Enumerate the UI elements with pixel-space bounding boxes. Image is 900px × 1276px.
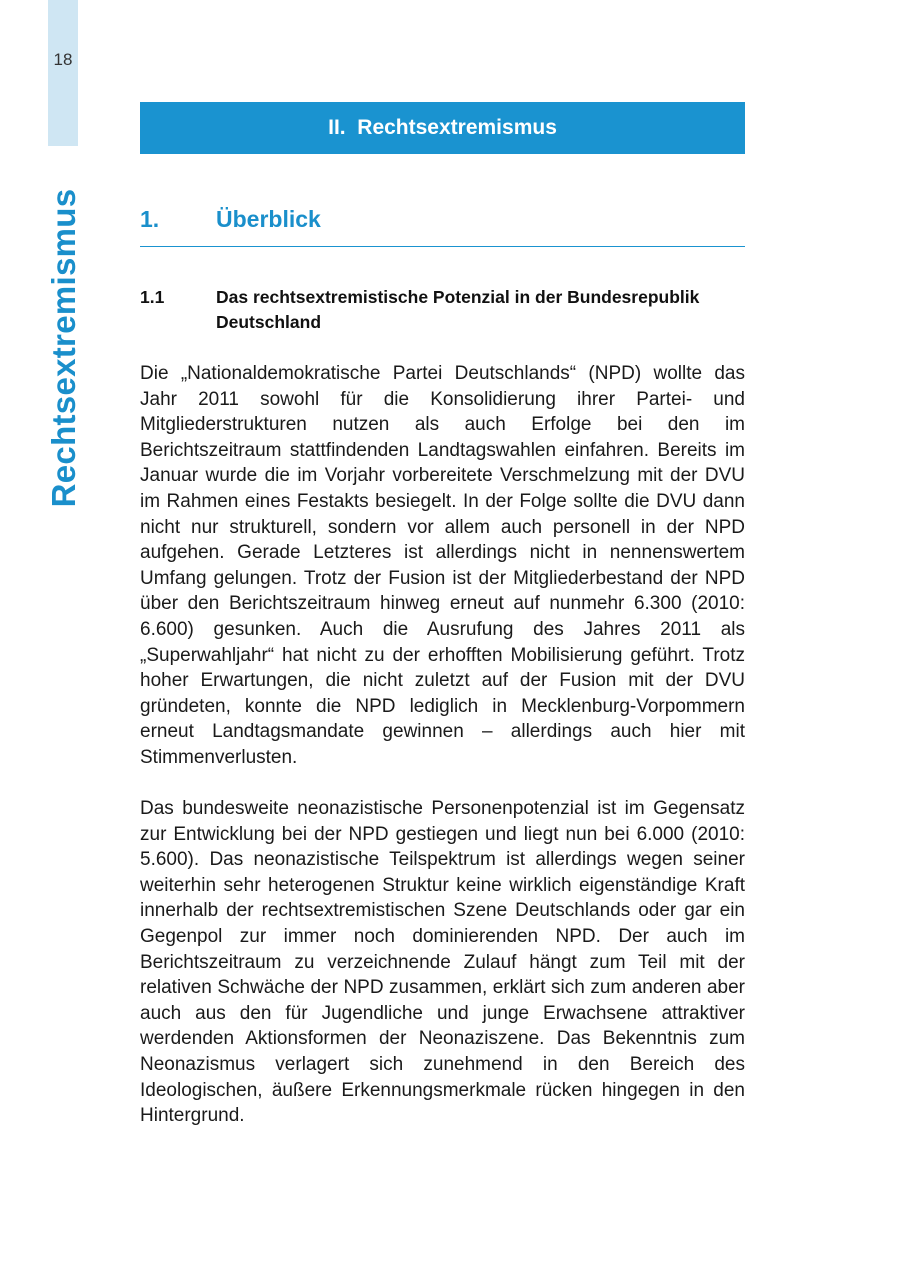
subsection-title: Das rechtsextremistische Potenzial in der Bundesrepublik Deutschland [216, 287, 700, 332]
subsection-heading [140, 285, 745, 335]
body-paragraph: Die „Nationaldemokratische Partei Deutschlands“ (NPD) wollte das Jahr 2011 sowohl für die Konsolidierung ihrer Partei- und Mitgliederstrukturen nutzen als auch Erfolge bei den im Berichtszeitraum stattfindenden Landtagswahlen einfahren. Bereits im Januar wurde die im Vorjahr vorbereitete Verschmelzung mit der DVU im Rahmen eines Festakts besiegelt. In der Folge sollte die DVU dann nicht nur strukturell, sondern vor allem auch personell in der NPD aufgehen. Gerade Letzteres ist allerdings nicht in nennenswertem Umfang gelungen. Trotz der Fusion ist der Mitgliederbestand der NPD über den Berichtszeitraum hinweg erneut auf nunmehr 6.300 (2010: 6.600) gesunken. Auch die Ausrufung des Jahres 2011 als „Superwahljahr“ hat nicht zu der erhofften Mobilisierung geführt. Trotz hoher Erwartungen, die nicht zuletzt auf der Fusion mit der DVU gründeten, konnte die NPD lediglich in Mecklenburg-Vorpommern erneut Landtagsmandate gewinnen – allerdings auch hier mit Stimmenverlusten. [140, 363, 745, 768]
section-number: 1. [140, 206, 160, 232]
subsection-number: 1.1 [140, 287, 165, 307]
page-number: 18 [53, 50, 73, 69]
chapter-title: II. Rechtsextremismus [328, 116, 557, 139]
side-tab-strip [48, 0, 78, 146]
body-paragraph: Das bundesweite neonazistische Personenpotenzial ist im Gegensatz zur Entwicklung bei der NPD gestiegen und liegt nun bei 6.000 (2010: 5.600). Das neonazistische Teilspektrum ist allerdings wegen seiner weiterhin sehr heterogenen Struktur keine wirklich eigenständige Kraft innerhalb der rechtsextremistischen Szene Deutschlands oder gar ein Gegenpol zur immer noch dominierenden NPD. Der auch im Berichtszeitraum zu verzeichnende Zulauf hängt zum Teil mit der relativen Schwäche der NPD zusammen, erklärt sich zum anderen aber auch aus den für Jugendliche und junge Erwachsene attraktiver werdenden Aktionsformen der Neonaziszene. Das Bekenntnis zum Neonazismus verlagert sich zunehmend in den Bereich des Ideologischen, äußere Erkennungsmerkmale rücken hingegen in den Hintergrund. [140, 798, 745, 1127]
chapter-title-bar [140, 102, 745, 154]
section-heading [140, 202, 745, 247]
section-title: Überblick [216, 206, 321, 232]
side-chapter-label: Rechtsextremismus [45, 188, 82, 508]
